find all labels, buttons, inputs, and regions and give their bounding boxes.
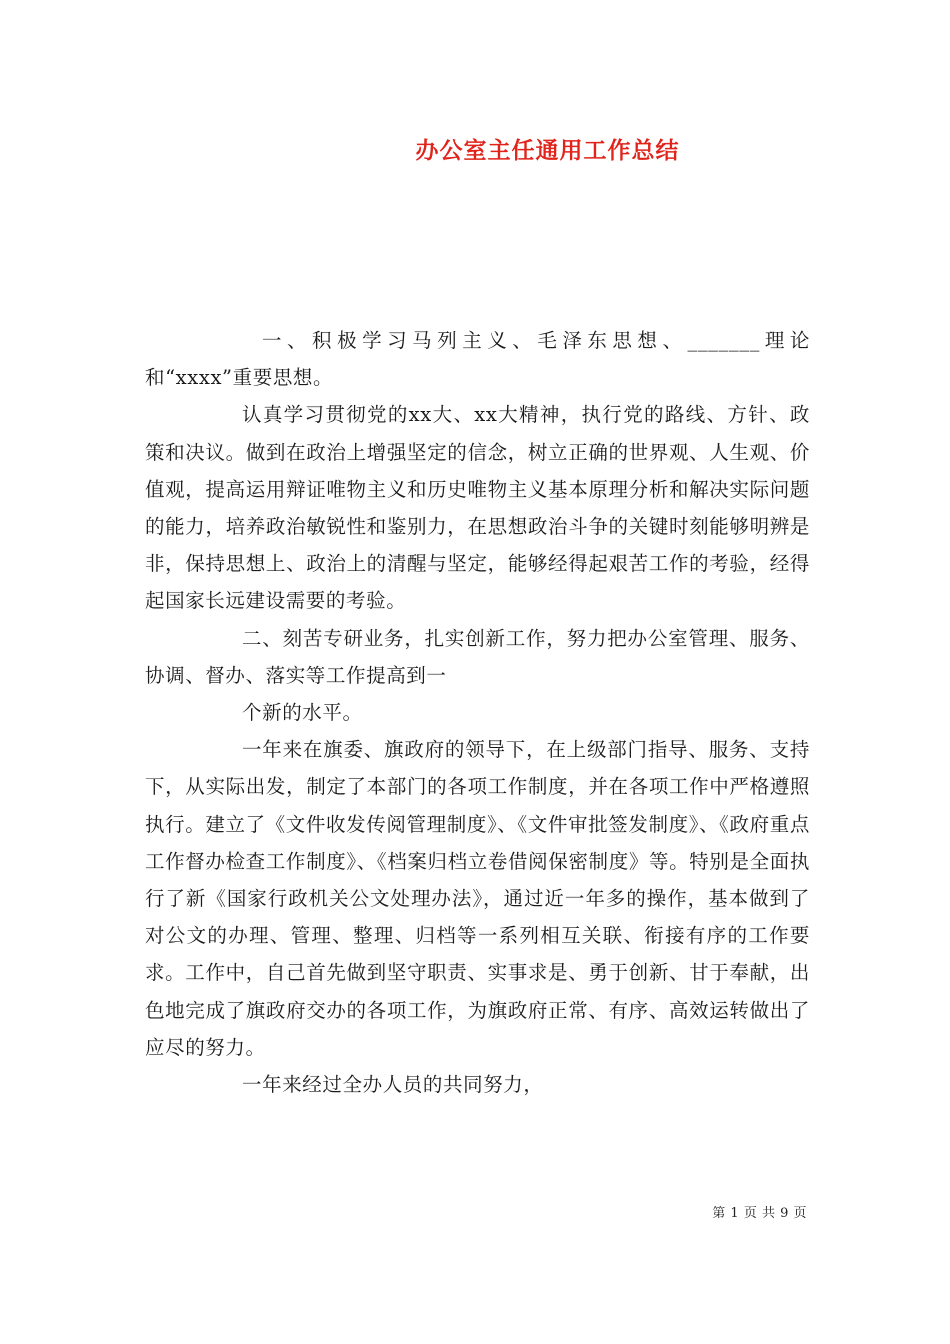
document-title: 办公室主任通用工作总结 (415, 137, 680, 164)
paragraph-work-details: 一年来在旗委、旗政府的领导下，在上级部门指导、服务、支持下，从实际出发，制定了本部门的各项工作制度，并在各项工作中严格遵照执行。建立了《文件收发传阅管理制度》、《文件审批签发制度》、《政府重点工作督办检查工作制度》、《档案归档立卷借阅保密制度》等。特别是全面执行了新《国家行政机关公文处理办法》，通过近一年多的操作，基本做到了对公文的办理、管理、整理、归档等一系列相互关联、衔接有序的工作要求。工作中，自己首先做到坚守职责、实事求是、勇于创新、甘于奉献，出色地完成了旗政府交办的各项工作，为旗政府正常、有序、高效运转做出了应尽的努力。 (145, 738, 810, 1059)
paragraph-closing-start: 一年来经过全办人员的共同努力， (242, 1073, 544, 1097)
document-body (145, 322, 810, 1103)
paragraph-section-one-heading: 一、积极学习马列主义、毛泽东思想、_______理论和“xxxx”重要思想。 (145, 329, 810, 390)
page-number-footer: 第 1 页 共 9 页 (712, 1206, 807, 1221)
paragraph-study-details: 认真学习贯彻党的xx大、xx大精神，执行党的路线、方针、政策和决议。做到在政治上增强坚定的信念，树立正确的世界观、人生观、价值观，提高运用辩证唯物主义和历史唯物主义基本原理分析和解决实际问题的能力，培养政治敏锐性和鉴别力，在思想政治斗争的关键时刻能够明辨是非，保持思想上、政治上的清醒与坚定，能够经得起艰苦工作的考验，经得起国家长远建设需要的考验。 (145, 403, 810, 613)
paragraph-section-two-continuation: 个新的水平。 (242, 701, 363, 725)
paragraph-section-two-heading: 二、刻苦专研业务，扎实创新工作，努力把办公室管理、服务、协调、督办、落实等工作提高到一 (145, 626, 810, 687)
